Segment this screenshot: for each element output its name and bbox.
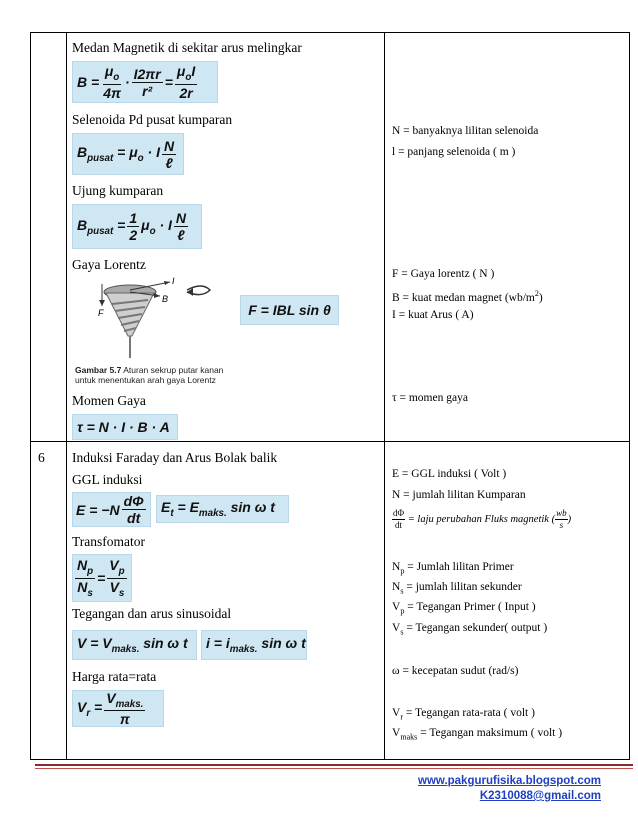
footer-rule-thin [35,768,633,769]
note-i-arus: I = kuat Arus ( A) [392,309,474,321]
footer-website-link[interactable]: www.pakgurufisika.blogspot.com [418,775,601,787]
figure-caption [75,365,223,385]
note-n-jumlah-lilitan: N = jumlah lilitan Kumparan [392,489,526,501]
note-e-ggl: E = GGL induksi ( Volt ) [392,468,507,480]
formula-ggl-induksi: E = −N $\frac{d\Phi}{dt}$ [72,492,151,527]
figure-caption-number: Gambar 5.7 [75,365,122,375]
note-b-kuat-medan: B = kuat medan magnet $(wb/m^2)$ [392,289,543,304]
label-tegangan-arus: Tegangan dan arus sinusoidal [72,606,232,621]
screw-illustration [72,276,232,362]
note-vp: $V_p$ = Tegangan Primer ( Input ) [392,601,536,616]
formula-harga-rata: $V_r$ = $\frac{V_{maks.}}{\pi}$ [72,690,164,727]
note-l-panjang: l = panjang selenoida ( m ) [392,146,516,158]
note-laju-fluks: $\frac{d\Phi}{dt}$ = laju perubahan Fluks magnetik ( $\frac{wb}{s}$ ) [393,508,572,530]
label-medan-magnetik: Medan Magnetik di sekitar arus melingkar [72,40,302,55]
formula-tegangan-sinus: $V = V_{maks.}$ sin ω t [72,630,197,660]
label-ggl-induksi: GGL induksi [72,472,143,487]
figure-caption-line1: Aturan sekrup putar kanan [123,365,224,375]
note-omega: ω = kecepatan sudut (rad/s) [392,665,519,677]
note-vmaks: $V_{maks}$ = Tegangan maksimum ( volt ) [392,727,563,742]
figure-caption-line2: untuk menentukan arah gaya Lorentz [75,375,216,385]
note-vs: $V_s$ = Tegangan sekunder( output ) [392,622,548,637]
formula-momen-gaya: τ = N · I · B · A [72,414,178,440]
label-momen-gaya: Momen Gaya [72,393,146,408]
formula-gaya-lorentz: F = IBL sin θ [240,295,339,325]
note-f-gaya: F = Gaya lorentz ( N ) [392,268,495,280]
label-ujung-kumparan: Ujung kumparan [72,183,164,198]
label-transfomator: Transfomator [72,534,145,549]
row-number: 6 [38,450,45,465]
note-np: $N_p$ = Jumlah lilitan Primer [392,561,514,576]
note-vr: $V_r$ = Tegangan rata-rata ( volt ) [392,707,535,722]
label-harga-rata: Harga rata=rata [72,669,157,684]
figure-label-f: F [98,308,104,318]
formula-ggl-sinus: $E_t = E_{maks.}$ sin ω t [156,495,289,523]
label-selenoida: Selenoida Pd pusat kumparan [72,112,233,127]
formula-selenoida-pusat: $B_{pusat} = \mu_o \cdot I$ $\frac{N}{\text{ℓ}}$ [72,133,184,175]
figure-label-b: B [162,294,169,304]
footer-email-link[interactable]: K2310088@gmail.com [479,790,601,802]
note-ns: $N_s$ = jumlah lilitan sekunder [392,581,522,596]
formula-arus-sinus: $i = i_{maks.}$ sin ω t [201,630,307,660]
formula-ujung-kumparan: $B_{pusat}$ = $\frac{1}{2}$ $\mu_o \cdot I$ $\frac{N}{\text{ℓ}}$ [72,204,202,249]
figure-label-i: I [172,276,175,286]
row-title: Induksi Faraday dan Arus Bolak balik [72,450,278,465]
footer-rule-thick [35,764,633,766]
note-n-lilitan: N = banyaknya lilitan selenoida [392,125,539,137]
label-gaya-lorentz: Gaya Lorentz [72,257,146,272]
note-tau-momen: τ = momen gaya [392,392,468,404]
formula-transformator: $\frac{N_p}{N_s}$ = $\frac{V_p}{V_s}$ [72,554,132,602]
formula-medan-melingkar: B = $\frac{\mu_o}{4\pi}$ · $\frac{I2\pi r}{\text{r²}}$ = $\frac{\mu_oI}{2r}$ [72,61,218,103]
